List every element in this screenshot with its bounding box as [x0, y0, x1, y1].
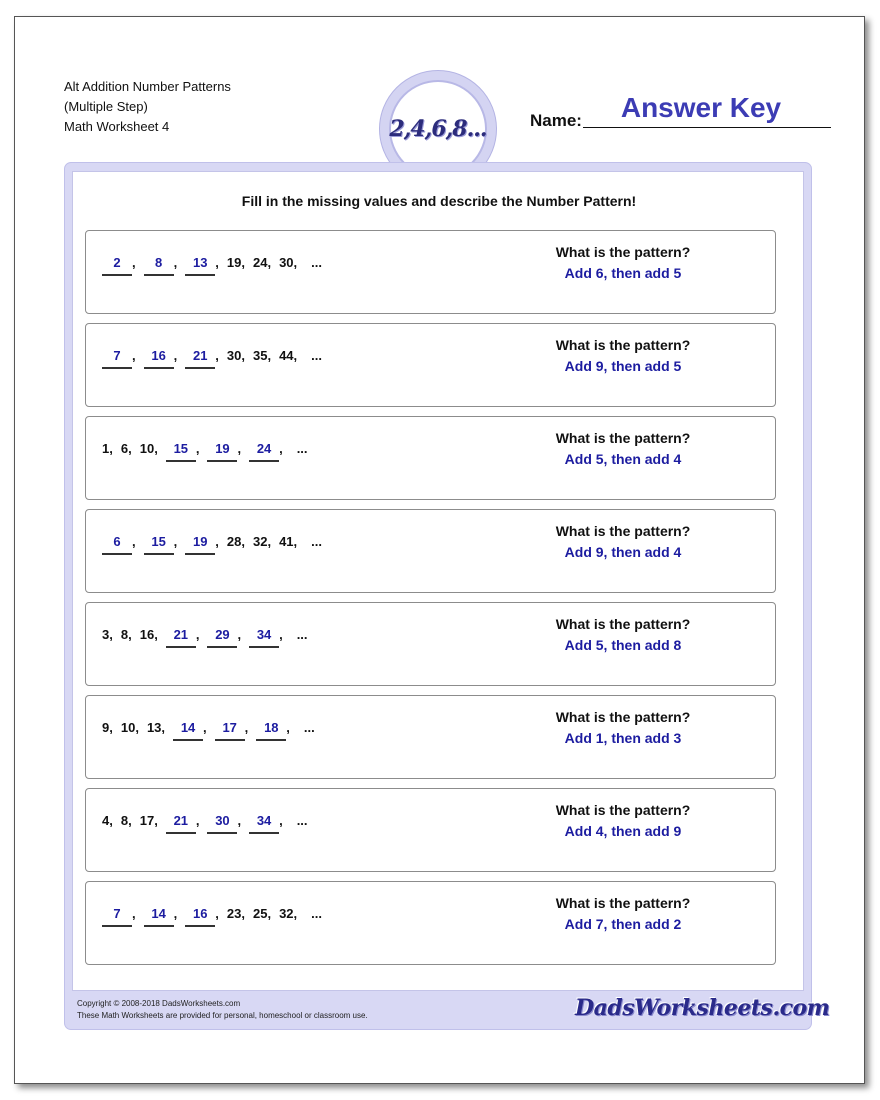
- sequence-term: [102, 255, 136, 276]
- comma-separator: ,: [132, 534, 136, 549]
- given-number: 24: [252, 255, 268, 270]
- problem-row: [85, 695, 776, 779]
- problem-row: [85, 788, 776, 872]
- pattern-question: [506, 614, 740, 656]
- comma-separator: ,: [267, 906, 272, 921]
- pattern-answer: Add 6, then add 5: [564, 265, 682, 281]
- comma-separator: ,: [241, 348, 245, 363]
- answer-blank: 30: [207, 813, 237, 834]
- given-number: 17: [139, 813, 155, 828]
- sequence-term: [279, 534, 297, 549]
- question-label: What is the pattern?: [555, 337, 691, 353]
- answer-key-text: Answer Key: [620, 92, 782, 123]
- sequence-term: [185, 348, 219, 369]
- answer-blank: 7: [102, 906, 132, 927]
- answer-blank: 7: [102, 348, 132, 369]
- pattern-answer: Add 5, then add 4: [564, 451, 682, 467]
- answer-blank: 2: [102, 255, 132, 276]
- sequence-term: [185, 906, 219, 927]
- comma-separator: ,: [293, 348, 298, 363]
- sequence-term: [102, 348, 136, 369]
- given-number: 4: [102, 813, 110, 828]
- comma-separator: ,: [161, 720, 166, 735]
- comma-separator: ,: [128, 627, 132, 642]
- number-sequence: [102, 627, 308, 653]
- sequence-term: [256, 720, 290, 741]
- problem-row: [85, 323, 776, 407]
- sequence-term: [121, 441, 132, 456]
- number-sequence: [102, 906, 322, 932]
- title-line-3: Math Worksheet 4: [64, 119, 170, 134]
- ellipsis: ...: [303, 720, 315, 735]
- sequence-term: [140, 627, 158, 642]
- question-label: What is the pattern?: [555, 616, 691, 632]
- comma-separator: ,: [237, 441, 242, 456]
- number-sequence: [102, 720, 315, 746]
- comma-separator: ,: [267, 534, 272, 549]
- question-label: What is the pattern?: [555, 802, 691, 818]
- sequence-term: [279, 255, 297, 270]
- given-number: 3: [102, 627, 110, 642]
- sequence-term: [253, 534, 271, 549]
- title-line-2: (Multiple Step): [64, 99, 148, 114]
- ellipsis: ...: [296, 813, 308, 828]
- answer-blank: 21: [185, 348, 215, 369]
- comma-separator: ,: [203, 720, 207, 735]
- pattern-answer: Add 5, then add 8: [564, 637, 682, 653]
- sequence-term: [121, 627, 132, 642]
- sequence-term: [215, 720, 249, 741]
- sequence-term: [227, 348, 245, 363]
- sequence-term: [253, 348, 271, 363]
- comma-separator: ,: [267, 255, 272, 270]
- answer-blank: 16: [144, 348, 174, 369]
- comma-separator: ,: [173, 255, 178, 270]
- given-number: 19: [226, 255, 242, 270]
- pattern-question: [506, 242, 740, 284]
- ellipsis: ...: [296, 627, 308, 642]
- problem-frame: [64, 162, 830, 1030]
- comma-separator: ,: [244, 720, 249, 735]
- sequence-term: [185, 255, 219, 276]
- sequence-term: [249, 441, 283, 462]
- comma-separator: ,: [173, 906, 178, 921]
- given-number: 8: [120, 813, 129, 828]
- comma-separator: ,: [241, 534, 245, 549]
- given-number: 30: [226, 348, 242, 363]
- sequence-term: [144, 348, 178, 369]
- sequence-term: [140, 813, 158, 828]
- given-number: 30: [279, 255, 294, 270]
- given-number: 16: [139, 627, 155, 642]
- question-label: What is the pattern?: [555, 895, 691, 911]
- answer-blank: 19: [185, 534, 215, 555]
- worksheet-title: [64, 77, 231, 137]
- given-number: 10: [139, 441, 155, 456]
- instructions: Fill in the missing values and describe the Number Pattern!: [241, 193, 637, 209]
- sequence-term: [140, 441, 158, 456]
- sequence-term: [207, 441, 241, 462]
- comma-separator: ,: [154, 813, 158, 828]
- comma-separator: ,: [132, 906, 136, 921]
- sequence-term: [121, 720, 139, 735]
- sequence-term: [227, 906, 245, 921]
- comma-separator: ,: [241, 906, 245, 921]
- pattern-question: [506, 800, 740, 842]
- given-number: 1: [102, 441, 110, 456]
- number-sequence: [102, 255, 322, 281]
- sequence-term: [102, 813, 113, 828]
- given-number: 28: [226, 534, 242, 549]
- comma-separator: ,: [293, 906, 298, 921]
- pattern-answer: Add 9, then add 5: [564, 358, 682, 374]
- sequence-term: [279, 906, 297, 921]
- answer-blank: 17: [215, 720, 245, 741]
- sequence-term: [166, 627, 200, 648]
- sequence-term: [102, 627, 113, 642]
- question-label: What is the pattern?: [555, 430, 691, 446]
- title-line-1: Alt Addition Number Patterns: [64, 79, 231, 94]
- pattern-answer: Add 1, then add 3: [564, 730, 682, 746]
- sequence-term: [207, 813, 241, 834]
- question-label: What is the pattern?: [555, 244, 691, 260]
- pattern-question: [506, 521, 740, 563]
- comma-separator: ,: [279, 813, 283, 828]
- answer-blank: 14: [173, 720, 203, 741]
- dadsworksheets-logo: DadsWorksheets.com: [575, 995, 830, 1021]
- sequence-term: [102, 534, 136, 555]
- comma-separator: ,: [132, 348, 136, 363]
- sequence-term: [144, 906, 178, 927]
- pattern-question: [506, 335, 740, 377]
- problem-row: [85, 509, 776, 593]
- answer-blank: 29: [207, 627, 237, 648]
- ellipsis: ...: [311, 906, 322, 921]
- logo-text: 2,4,6,8...: [389, 116, 487, 142]
- problem-row: [85, 602, 776, 686]
- number-sequence: [102, 813, 308, 839]
- ellipsis: ...: [311, 255, 322, 270]
- comma-separator: ,: [279, 627, 283, 642]
- sequence-term: [249, 813, 283, 834]
- sequence-term: [253, 255, 271, 270]
- comma-separator: ,: [173, 348, 178, 363]
- comma-separator: ,: [293, 534, 298, 549]
- comma-separator: ,: [128, 813, 132, 828]
- given-number: 32: [252, 534, 268, 549]
- pattern-question: [506, 707, 740, 749]
- answer-blank: 24: [249, 441, 279, 462]
- given-number: 13: [146, 720, 162, 735]
- comma-separator: ,: [215, 906, 219, 921]
- given-number: 6: [120, 441, 129, 456]
- given-number: 35: [252, 348, 268, 363]
- pattern-answer: Add 9, then add 4: [564, 544, 682, 560]
- comma-separator: ,: [237, 627, 242, 642]
- comma-separator: ,: [109, 441, 113, 456]
- number-sequence: [102, 534, 322, 560]
- ellipsis: ...: [311, 348, 322, 363]
- answer-blank: 8: [144, 255, 174, 276]
- answer-blank: 18: [256, 720, 286, 741]
- number-sequence: [102, 441, 308, 467]
- comma-separator: ,: [109, 813, 113, 828]
- given-number: 23: [226, 906, 242, 921]
- comma-separator: ,: [195, 627, 200, 642]
- comma-separator: ,: [195, 813, 200, 828]
- sequence-term: [102, 906, 136, 927]
- given-number: 9: [102, 720, 110, 735]
- answer-blank: 15: [144, 534, 174, 555]
- sequence-term: [279, 348, 297, 363]
- sequence-term: [121, 813, 132, 828]
- sequence-term: [253, 906, 271, 921]
- given-number: 44: [279, 348, 294, 363]
- given-number: 32: [279, 906, 294, 921]
- given-number: 25: [252, 906, 268, 921]
- problem-row: [85, 881, 776, 965]
- sequence-term: [166, 813, 200, 834]
- comma-separator: ,: [154, 441, 158, 456]
- name-label: Name:: [530, 111, 582, 130]
- ellipsis: ...: [296, 441, 308, 456]
- pattern-question: [506, 893, 740, 935]
- usage-notice: These Math Worksheets are provided for personal, homeschool or classroom use.: [77, 1011, 368, 1020]
- footer-copyright: [77, 998, 368, 1022]
- copyright-text: Copyright © 2008-2018 DadsWorksheets.com: [77, 999, 241, 1008]
- answer-blank: 15: [166, 441, 196, 462]
- answer-blank: 16: [185, 906, 215, 927]
- question-label: What is the pattern?: [555, 523, 691, 539]
- question-label: What is the pattern?: [555, 709, 691, 725]
- comma-separator: ,: [195, 441, 200, 456]
- sequence-term: [185, 534, 219, 555]
- sequence-term: [207, 627, 241, 648]
- given-number: 10: [120, 720, 136, 735]
- comma-separator: ,: [215, 255, 219, 270]
- pattern-question: [506, 428, 740, 470]
- answer-blank: 21: [166, 627, 196, 648]
- comma-separator: ,: [109, 627, 113, 642]
- comma-separator: ,: [237, 813, 242, 828]
- sequence-term: [173, 720, 207, 741]
- sequence-term: [227, 255, 245, 270]
- comma-separator: ,: [241, 255, 245, 270]
- answer-blank: 6: [102, 534, 132, 555]
- comma-separator: ,: [132, 255, 136, 270]
- comma-separator: ,: [215, 534, 219, 549]
- answer-blank: 34: [249, 627, 279, 648]
- sequence-term: [144, 534, 178, 555]
- problem-area: [72, 171, 804, 991]
- comma-separator: ,: [279, 441, 283, 456]
- sequence-term: [147, 720, 165, 735]
- comma-separator: ,: [154, 627, 158, 642]
- comma-separator: ,: [173, 534, 178, 549]
- answer-blank: 34: [249, 813, 279, 834]
- comma-separator: ,: [286, 720, 290, 735]
- sequence-term: [166, 441, 200, 462]
- sequence-term: [102, 720, 113, 735]
- ellipsis: ...: [311, 534, 322, 549]
- problem-row: [85, 416, 776, 500]
- comma-separator: ,: [293, 255, 298, 270]
- comma-separator: ,: [215, 348, 219, 363]
- comma-separator: ,: [135, 720, 139, 735]
- sequence-term: [227, 534, 245, 549]
- problem-row: [85, 230, 776, 314]
- answer-blank: 21: [166, 813, 196, 834]
- pattern-answer: Add 4, then add 9: [564, 823, 682, 839]
- sequence-term: [144, 255, 178, 276]
- comma-separator: ,: [267, 348, 272, 363]
- answer-blank: 13: [185, 255, 215, 276]
- given-number: 41: [279, 534, 294, 549]
- number-sequence: [102, 348, 322, 374]
- answer-blank: 19: [207, 441, 237, 462]
- answer-blank: 14: [144, 906, 174, 927]
- sequence-term: [249, 627, 283, 648]
- sequence-term: [102, 441, 113, 456]
- comma-separator: ,: [109, 720, 113, 735]
- comma-separator: ,: [128, 441, 132, 456]
- name-line: [583, 127, 831, 128]
- given-number: 8: [120, 627, 129, 642]
- pattern-answer: Add 7, then add 2: [564, 916, 682, 932]
